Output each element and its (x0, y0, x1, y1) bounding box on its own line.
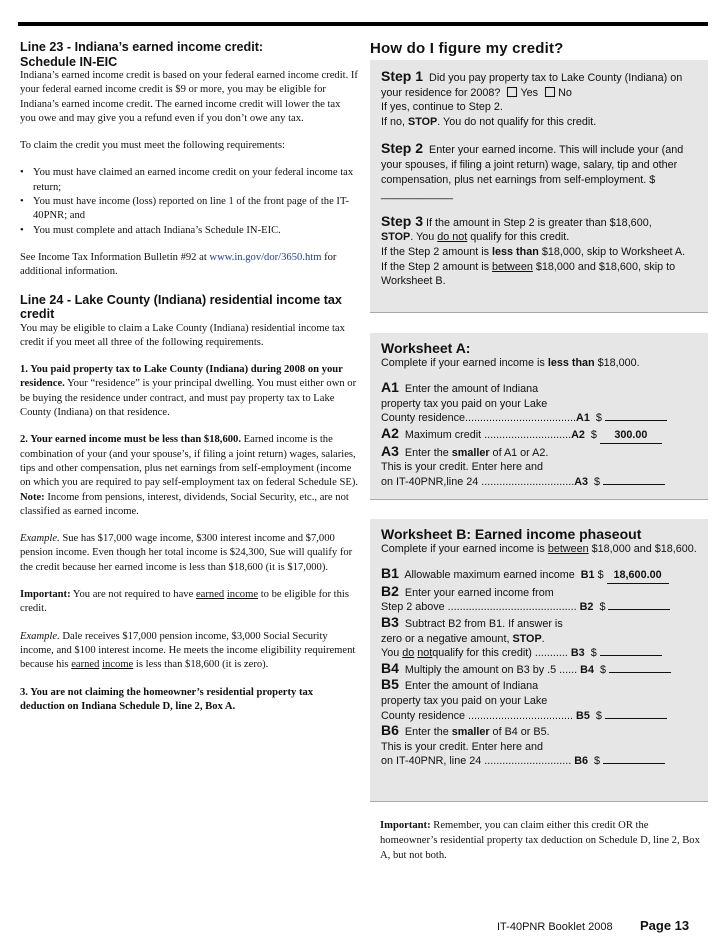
a2-value: 300.00 (600, 428, 662, 444)
list-item: • You must have claimed an earned income credit on your federal income tax return; (20, 166, 358, 195)
worksheet-a-subtitle: Complete if your earned income is less than $18,000. (381, 356, 640, 369)
left-column (20, 40, 358, 727)
a3-input[interactable] (603, 484, 665, 485)
line-a2: A2 Maximum credit .............................A2 $ 300.00 (381, 426, 699, 444)
line-b4: B4 Multiply the amount on B3 by .5 ...... B4 $ (381, 661, 699, 678)
b1-value: 18,600.00 (607, 568, 669, 584)
a1-input[interactable] (605, 420, 667, 421)
important-reminder: Important: Remember, you can claim either this credit OR the homeowner’s residential property tax deduction on Schedule D, line 2, Box A, but not both. (380, 820, 700, 861)
worksheet-b (370, 519, 708, 802)
b6-input[interactable] (603, 763, 665, 764)
line23-intro: Indiana’s earned income credit is based on your federal earned income credit. If your federal earned income credit is $9 or more, you may be eligible for Indiana’s earned income credit. The earned income credit will lower the tax you owe and may give you a refund even if you don’t owe any tax. (20, 70, 358, 124)
step-1: Step 1 Did you pay property tax to Lake County (Indiana) on your residence for 2008? Yes No If yes, continue to Step 2. If no, STOP. You do not qualify for this credit. (381, 68, 683, 128)
no-checkbox[interactable] (545, 87, 555, 97)
list-item: • You must complete and attach Indiana’s Schedule IN-EIC. (20, 224, 358, 238)
line-b1: B1 Allowable maximum earned income B1 $ 18,600.00 (381, 566, 699, 584)
example-dale: Example. Dale receives $17,000 pension income, $3,000 Social Security income, and $100 interest income. He meets the income eligibility requirement because his earned income is less than $18,600 (it is zero). (20, 630, 356, 671)
b3-input[interactable] (600, 655, 662, 656)
line23-title: Line 23 - Indiana’s earned income credit: Schedule IN-EIC (20, 40, 264, 69)
line24-title: Line 24 - Lake County (Indiana) residential income tax credit (20, 292, 342, 322)
bulletin-link[interactable]: www.in.gov/dor/3650.htm (209, 251, 322, 263)
list-item: • You must have income (loss) reported on line 1 of the front page of the IT-40PNR; and (20, 195, 358, 224)
line23-requirements-lead: To claim the credit you must meet the following requirements: (20, 140, 285, 152)
worksheet-b-title: Worksheet B: Earned income phaseout (381, 526, 642, 542)
requirement-2: 2. Your earned income must be less than $18,600. Earned income is the combination of your (and your spouse’s, if filing a joint return) wages, salaries, tips and other compensation, plus net earnings from self-employment (income on which you are required to pay self-employment tax on federal Schedule SE). Note: Income from pensions, interest, dividends, Social Security, etc., are not classified as earned income. (20, 434, 359, 517)
steps (381, 69, 703, 301)
line-b6: B6 Enter the smaller of B4 or B5. This is your credit. Enter here and on IT-40PNR, line 24 ............................. B6 $ (381, 723, 699, 769)
yes-checkbox[interactable] (507, 87, 517, 97)
top-rule (18, 22, 708, 26)
important-note: Important: You are not required to have earned income to be eligible for this credit. (20, 589, 349, 615)
requirements-list (20, 166, 358, 237)
b2-input[interactable] (608, 609, 670, 610)
requirement-1: 1. You paid property tax to Lake County (Indiana) during 2008 on your residence. Your “residence” is your principal dwelling. You must either own or be buying the residence under contract, and must pay property tax to Lake County (Indiana) on that residence. (20, 364, 357, 419)
worksheet-a (370, 333, 708, 500)
b5-input[interactable] (605, 718, 667, 719)
line-b5: B5 Enter the amount of Indiana property tax you paid on your Lake County residence ................................... B5 $ (381, 677, 699, 723)
line-a1: A1 Enter the amount of Indiana property tax you paid on your Lake County residence.....................................A1 $ (381, 380, 699, 426)
worksheet-b-subtitle: Complete if your earned income is between $18,000 and $18,600. (381, 542, 697, 555)
example-sue: Example. Sue has $17,000 wage income, $300 interest income and $7,000 pension income. Even though her total income is $24,300, Sue will qualify for the credit because her earned income is less than $18,600 (it is $17,000). (20, 533, 353, 573)
line-a3: A3 Enter the smaller of A1 or A2. This is your credit. Enter here and on IT-40PNR,line 24 ...............................A3 $ (381, 444, 699, 490)
requirement-3: 3. You are not claiming the homeowner’s residential property tax deduction on Indiana Schedule D, line 2, Box A. (20, 686, 314, 712)
step-3: Step 3 If the amount in Step 2 is greater than $18,600, STOP. You do not qualify for this credit. If the Step 2 amount is less than $18,000, skip to Worksheet A. If the Step 2 amount is between $18,000 and $18,600, skip to Worksheet B. (381, 212, 686, 288)
booklet-name: IT-40PNR Booklet 2008 (497, 921, 613, 933)
bulletin-reference: See Income Tax Information Bulletin #92 at www.in.gov/dor/3650.htm for additional information. (20, 251, 337, 278)
step-2: Step 2 Enter your earned income. This will include your (and your spouses, if filing a joint return) wage, salary, tip and other compensation, plus net earnings from self-employment. $ ____________ (381, 140, 684, 201)
worksheet-a-title: Worksheet A: (381, 340, 471, 356)
b4-input[interactable] (609, 672, 671, 673)
line24-intro: You may be eligible to claim a Lake County (Indiana) residential income tax credit if you meet all three of the following requirements. (20, 322, 345, 348)
right-title: How do I figure my credit? (370, 40, 564, 57)
page-number: Page 13 (640, 918, 690, 933)
line-b2: B2 Enter your earned income from Step 2 above ........................................... B2 $ (381, 584, 699, 615)
line-b3: B3 Subtract B2 from B1. If answer is zero or a negative amount, STOP. You do notqualify for this credit) ........... B3 $ (381, 615, 699, 661)
